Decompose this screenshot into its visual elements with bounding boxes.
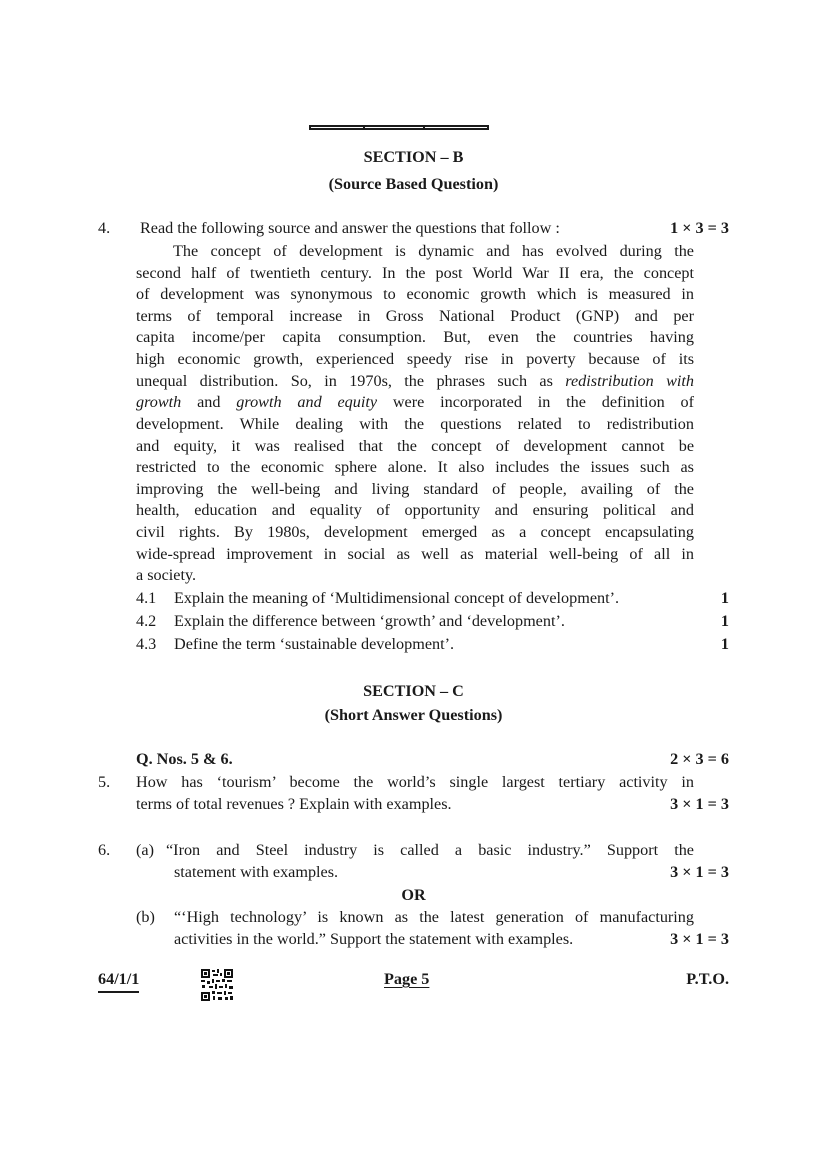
passage-text: were incorporated in the definition of xyxy=(377,393,695,411)
q4-sub-number: 4.1 xyxy=(136,589,157,607)
q4-passage-line: civil rights. By 1980s, development emerged as a concept encapsulating xyxy=(136,523,694,541)
q4-sub-number: 4.3 xyxy=(136,635,157,653)
q4-passage-line: health, education and equality of opportunity and ensuring political and xyxy=(136,501,694,519)
q4-passage-line: capita income/per capita consumption. But, even the countries having xyxy=(136,328,694,346)
q4-passage-line: terms of temporal increase in Gross National Product (GNP) and per xyxy=(136,307,694,325)
q4-passage-line: second half of twentieth century. In the post World War II era, the concept xyxy=(136,264,694,282)
section-c-title: SECTION – C xyxy=(363,682,464,700)
qr-code-icon xyxy=(200,968,234,1002)
passage-italic: growth xyxy=(136,393,182,411)
q4-number: 4. xyxy=(98,219,111,237)
q4-sub-marks: 1 xyxy=(720,589,729,607)
q4-passage-line: The concept of development is dynamic and has evolved during the xyxy=(173,242,694,260)
q4-passage-line: restricted to the economic sphere alone. It also includes the issues such as xyxy=(136,458,694,476)
passage-italic: redistribution with xyxy=(565,372,695,390)
q6-b-text-line: activities in the world.” Support the statement with examples. xyxy=(174,930,574,948)
q6-b-label: (b) xyxy=(136,908,155,926)
q4-passage-line-emphasis xyxy=(136,392,694,413)
q4-sub-marks: 1 xyxy=(720,635,729,653)
q4-marks: 1 × 3 = 3 xyxy=(670,219,729,237)
section-b-subtitle: (Source Based Question) xyxy=(328,175,499,193)
section-c-marks: 2 × 3 = 6 xyxy=(670,750,729,768)
q4-sub-text: Explain the meaning of ‘Multidimensional concept of development’. xyxy=(174,589,620,607)
q6-a-label: (a) xyxy=(136,841,154,859)
q6-b-marks: 3 × 1 = 3 xyxy=(670,930,729,948)
q4-passage-line-emphasis xyxy=(136,371,694,392)
q4-passage-line: high economic growth, experienced speedy rise in poverty because of its xyxy=(136,350,694,368)
passage-italic: growth and equity xyxy=(236,393,378,411)
q4-sub-text: Define the term ‘sustainable development’. xyxy=(174,635,455,653)
page-number: Page 5 xyxy=(384,970,430,988)
q4-sub-text: Explain the difference between ‘growth’ and ‘development’. xyxy=(174,612,565,630)
header-divider-bar xyxy=(309,125,489,130)
passage-text: unequal distribution. So, in 1970s, the phrases such as xyxy=(136,372,566,390)
q5-number: 5. xyxy=(98,773,111,791)
q5-text-line: terms of total revenues ? Explain with examples. xyxy=(136,795,452,813)
section-c-subtitle: (Short Answer Questions) xyxy=(324,706,503,724)
paper-code: 64/1/1 xyxy=(98,969,139,993)
q4-instruction: Read the following source and answer the questions that follow : xyxy=(140,219,560,237)
passage-text: and xyxy=(181,393,237,411)
q4-passage-line: development. While dealing with the questions related to redistribution xyxy=(136,415,694,433)
q6-or: OR xyxy=(401,886,426,904)
q4-passage-line: and equity, it was realised that the concept of development cannot be xyxy=(136,437,694,455)
q4-passage-last-line: a society. xyxy=(136,566,197,584)
q5-text-line: How has ‘tourism’ become the world’s single largest tertiary activity in xyxy=(136,773,694,791)
section-c-qnos: Q. Nos. 5 & 6. xyxy=(136,750,233,768)
pto-label: P.T.O. xyxy=(686,970,729,988)
q6-number: 6. xyxy=(98,841,111,859)
q6-b-text-line: “‘High technology’ is known as the latest generation of manufacturing xyxy=(174,908,694,926)
q4-sub-number: 4.2 xyxy=(136,612,157,630)
section-b-title: SECTION – B xyxy=(363,148,464,166)
q4-passage-line: of development was synonymous to economic growth which is measured in xyxy=(136,285,694,303)
q4-passage-line: wide-spread improvement in social as well as material well-being of all in xyxy=(136,545,694,563)
q5-marks: 3 × 1 = 3 xyxy=(670,795,729,813)
q4-passage-line: improving the well-being and living standard of people, availing of the xyxy=(136,480,694,498)
q6-a-text-line: statement with examples. xyxy=(174,863,339,881)
q6-a-text-line: “Iron and Steel industry is called a basic industry.” Support the xyxy=(166,841,694,859)
q4-sub-marks: 1 xyxy=(720,612,729,630)
q6-a-marks: 3 × 1 = 3 xyxy=(670,863,729,881)
